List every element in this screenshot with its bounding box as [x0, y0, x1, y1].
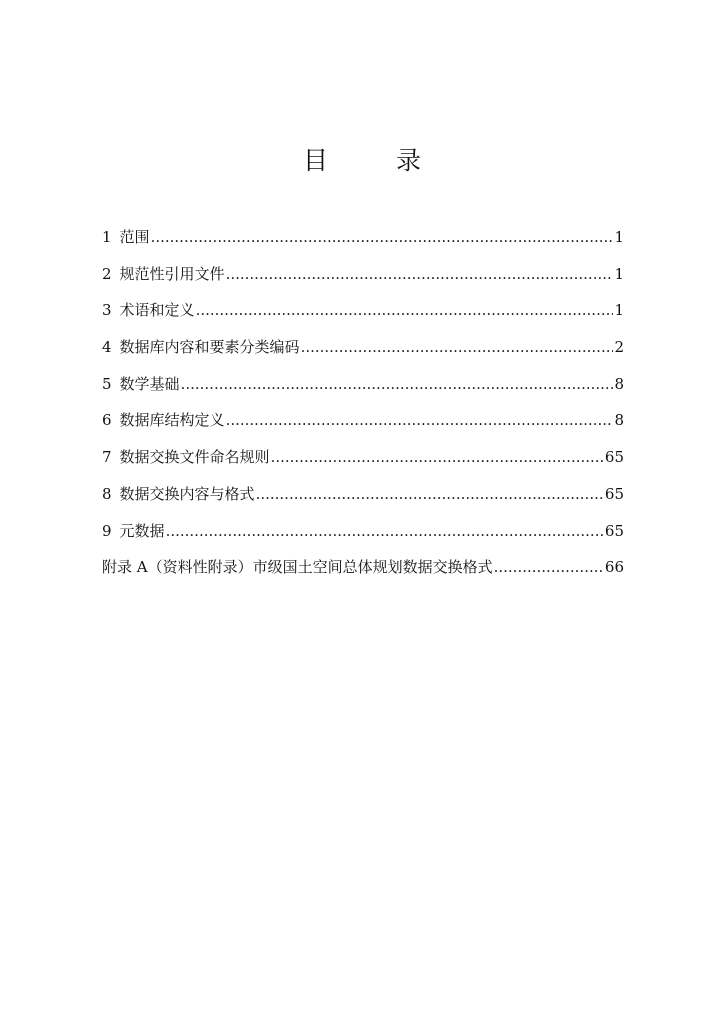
toc-entry-title: 规范性引用文件 — [119, 264, 225, 283]
toc-entry[interactable] — [102, 225, 624, 262]
toc-leader-dots — [166, 519, 604, 543]
toc-entry[interactable] — [102, 408, 624, 445]
toc-entry-number: 1 — [102, 228, 112, 246]
toc-entry-page: 65 — [604, 448, 624, 467]
table-of-contents — [102, 225, 624, 592]
toc-entry[interactable] — [102, 445, 624, 482]
toc-leader-dots — [226, 408, 614, 432]
toc-entry-page: 1 — [614, 228, 624, 246]
toc-entry-title: 数据库内容和要素分类编码 — [119, 338, 300, 357]
toc-entry-title: 元数据 — [119, 521, 165, 540]
toc-entry-number: 3 — [102, 301, 112, 320]
toc-leader-dots — [494, 555, 604, 579]
toc-entry[interactable] — [102, 298, 624, 335]
page-title: 目 录 — [303, 146, 451, 175]
toc-leader-dots — [256, 482, 604, 506]
toc-leader-dots — [301, 335, 614, 359]
toc-entry[interactable] — [102, 262, 624, 299]
toc-entry-title: 附录 A（资料性附录）市级国土空间总体规划数据交换格式 — [102, 558, 493, 577]
toc-entry-title: 术语和定义 — [119, 301, 195, 320]
toc-entry-title: 范围 — [119, 228, 150, 246]
toc-entry-page: 65 — [604, 484, 624, 503]
toc-entry-title: 数学基础 — [119, 374, 180, 393]
toc-entry-number: 9 — [102, 521, 112, 540]
toc-entry-page: 1 — [614, 301, 624, 320]
toc-leader-dots — [181, 372, 614, 396]
toc-leader-dots — [151, 225, 614, 249]
toc-entry[interactable] — [102, 482, 624, 519]
toc-entry-title: 数据库结构定义 — [119, 411, 225, 430]
toc-entry-page: 66 — [604, 558, 624, 577]
toc-leader-dots — [196, 298, 614, 322]
toc-entry[interactable] — [102, 519, 624, 556]
toc-entry-number: 6 — [102, 411, 112, 430]
toc-leader-dots — [271, 445, 604, 469]
toc-entry-title: 数据交换文件命名规则 — [119, 448, 270, 467]
toc-entry[interactable] — [102, 335, 624, 372]
toc-entry-page: 8 — [614, 411, 624, 430]
toc-entry-page: 1 — [614, 264, 624, 283]
toc-entry-number: 7 — [102, 448, 112, 467]
toc-entry[interactable] — [102, 372, 624, 409]
toc-entry-page: 65 — [604, 521, 624, 540]
toc-entry-page: 2 — [614, 338, 624, 357]
toc-entry-title: 数据交换内容与格式 — [119, 484, 255, 503]
toc-entry-number: 4 — [102, 338, 112, 357]
toc-entry-number: 5 — [102, 374, 112, 393]
toc-leader-dots — [226, 262, 614, 286]
toc-entry-number: 2 — [102, 264, 112, 283]
toc-entry[interactable] — [102, 555, 624, 592]
toc-entry-page: 8 — [614, 374, 624, 393]
toc-entry-number: 8 — [102, 484, 112, 503]
